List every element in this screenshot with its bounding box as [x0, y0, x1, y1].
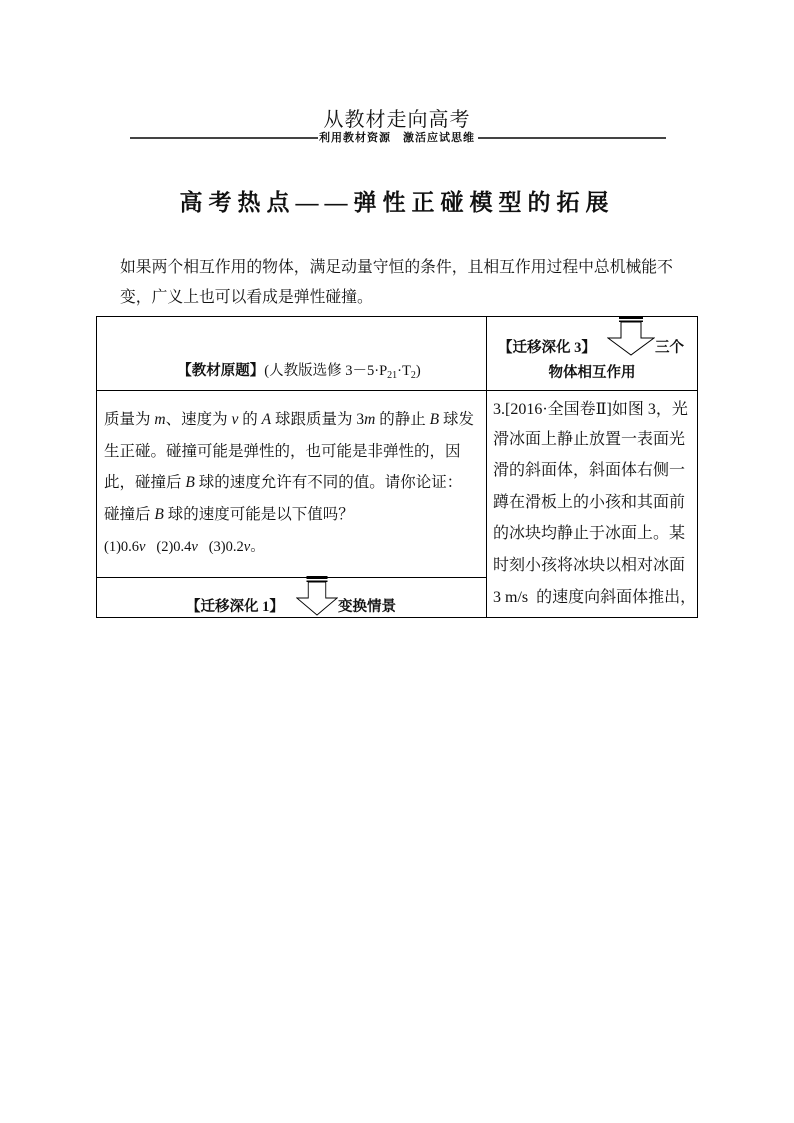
var-B: B: [154, 506, 164, 523]
question-text: 的: [238, 411, 262, 428]
problem-line-7: 3 m/s 的速度向斜面体推出，: [493, 589, 697, 606]
down-arrow-icon: [296, 576, 338, 616]
question-text: 碰撞后: [104, 506, 155, 523]
option-1: (1)0.6: [104, 539, 140, 555]
question-text: 球跟质量为 3: [271, 411, 365, 428]
table-row-divider-bottom: [97, 577, 486, 578]
var-v: v: [231, 411, 239, 428]
intro-line-2: 变，广义上也可以看成是弹性碰撞。: [120, 289, 373, 306]
transfer-1-label: 【迁移深化 1】: [186, 599, 284, 615]
original-problem-source: (人教版选修 3－5·P: [264, 363, 388, 379]
question-text: 球的速度允许有不同的值。请你论证：: [194, 474, 463, 491]
problem-line-5: 的冰块均静止于冰面上。某: [493, 525, 686, 542]
source-page-subscript: 21: [387, 370, 398, 381]
problem-line-6: 时刻小孩将冰块以相对冰面: [493, 557, 686, 574]
question-text: 球的速度可能是以下值吗？: [163, 506, 354, 523]
var-A: A: [261, 411, 272, 428]
intro-line-1: 如果两个相互作用的物体，满足动量守恒的条件，且相互作用过程中总机械能不: [120, 259, 673, 276]
option-3: (3)0.2: [197, 539, 244, 555]
header-rule-right: [478, 137, 666, 139]
original-problem-source-mid: ·T: [397, 363, 411, 379]
section-header-title: 从教材走向高考: [323, 109, 471, 131]
question-options: [104, 536, 265, 558]
question-text: 球发: [439, 411, 474, 428]
var-v: v: [139, 539, 146, 555]
question-text: 、速度为: [165, 411, 232, 428]
question-text: 此，碰撞后: [104, 474, 186, 491]
transfer-1-text: 变换情景: [338, 599, 396, 615]
option-2: (2)0.4: [145, 539, 192, 555]
transfer-3-text-line-1: 三个: [655, 340, 684, 356]
section-header-subtitle: 利用教材资源 激活应试思维: [319, 132, 475, 144]
question-line-4: [104, 504, 354, 526]
transfer-3-text-line-2: 物体相互作用: [548, 365, 636, 381]
question-text: 生正碰。碰撞可能是弹性的，也可能是非弹性的，因: [104, 443, 461, 460]
page-title: 高考热点——弹性正碰模型的拓展: [179, 190, 615, 215]
var-v: v: [243, 539, 251, 555]
question-text: 。: [250, 539, 265, 555]
source-task-subscript: 2: [410, 370, 416, 381]
problem-line-2: 滑冰面上静止放置一表面光: [493, 431, 686, 448]
var-B: B: [185, 474, 195, 491]
original-problem-label: 【教材原题】: [177, 363, 265, 379]
var-m: m: [364, 411, 376, 428]
question-text: 的静止: [375, 411, 430, 428]
original-problem-source-end: ): [415, 363, 421, 379]
var-v: v: [191, 539, 198, 555]
question-line-2: [104, 441, 461, 463]
var-m: m: [154, 411, 166, 428]
question-line-1: [104, 409, 474, 431]
problem-line-3: 滑的斜面体，斜面体右侧一: [493, 462, 686, 479]
question-text: 质量为: [104, 411, 155, 428]
question-line-3: [104, 472, 462, 494]
table-column-divider: [486, 317, 487, 617]
problem-line-1: 3.[2016·全国卷Ⅱ]如图 3，光: [493, 401, 688, 418]
problem-line-4: 蹲在滑板上的小孩和其面前: [493, 494, 686, 511]
transfer-3-label: 【迁移深化 3】: [498, 340, 596, 356]
var-B: B: [429, 411, 440, 428]
original-problem-header: [96, 343, 486, 399]
down-arrow-icon: [607, 316, 655, 356]
